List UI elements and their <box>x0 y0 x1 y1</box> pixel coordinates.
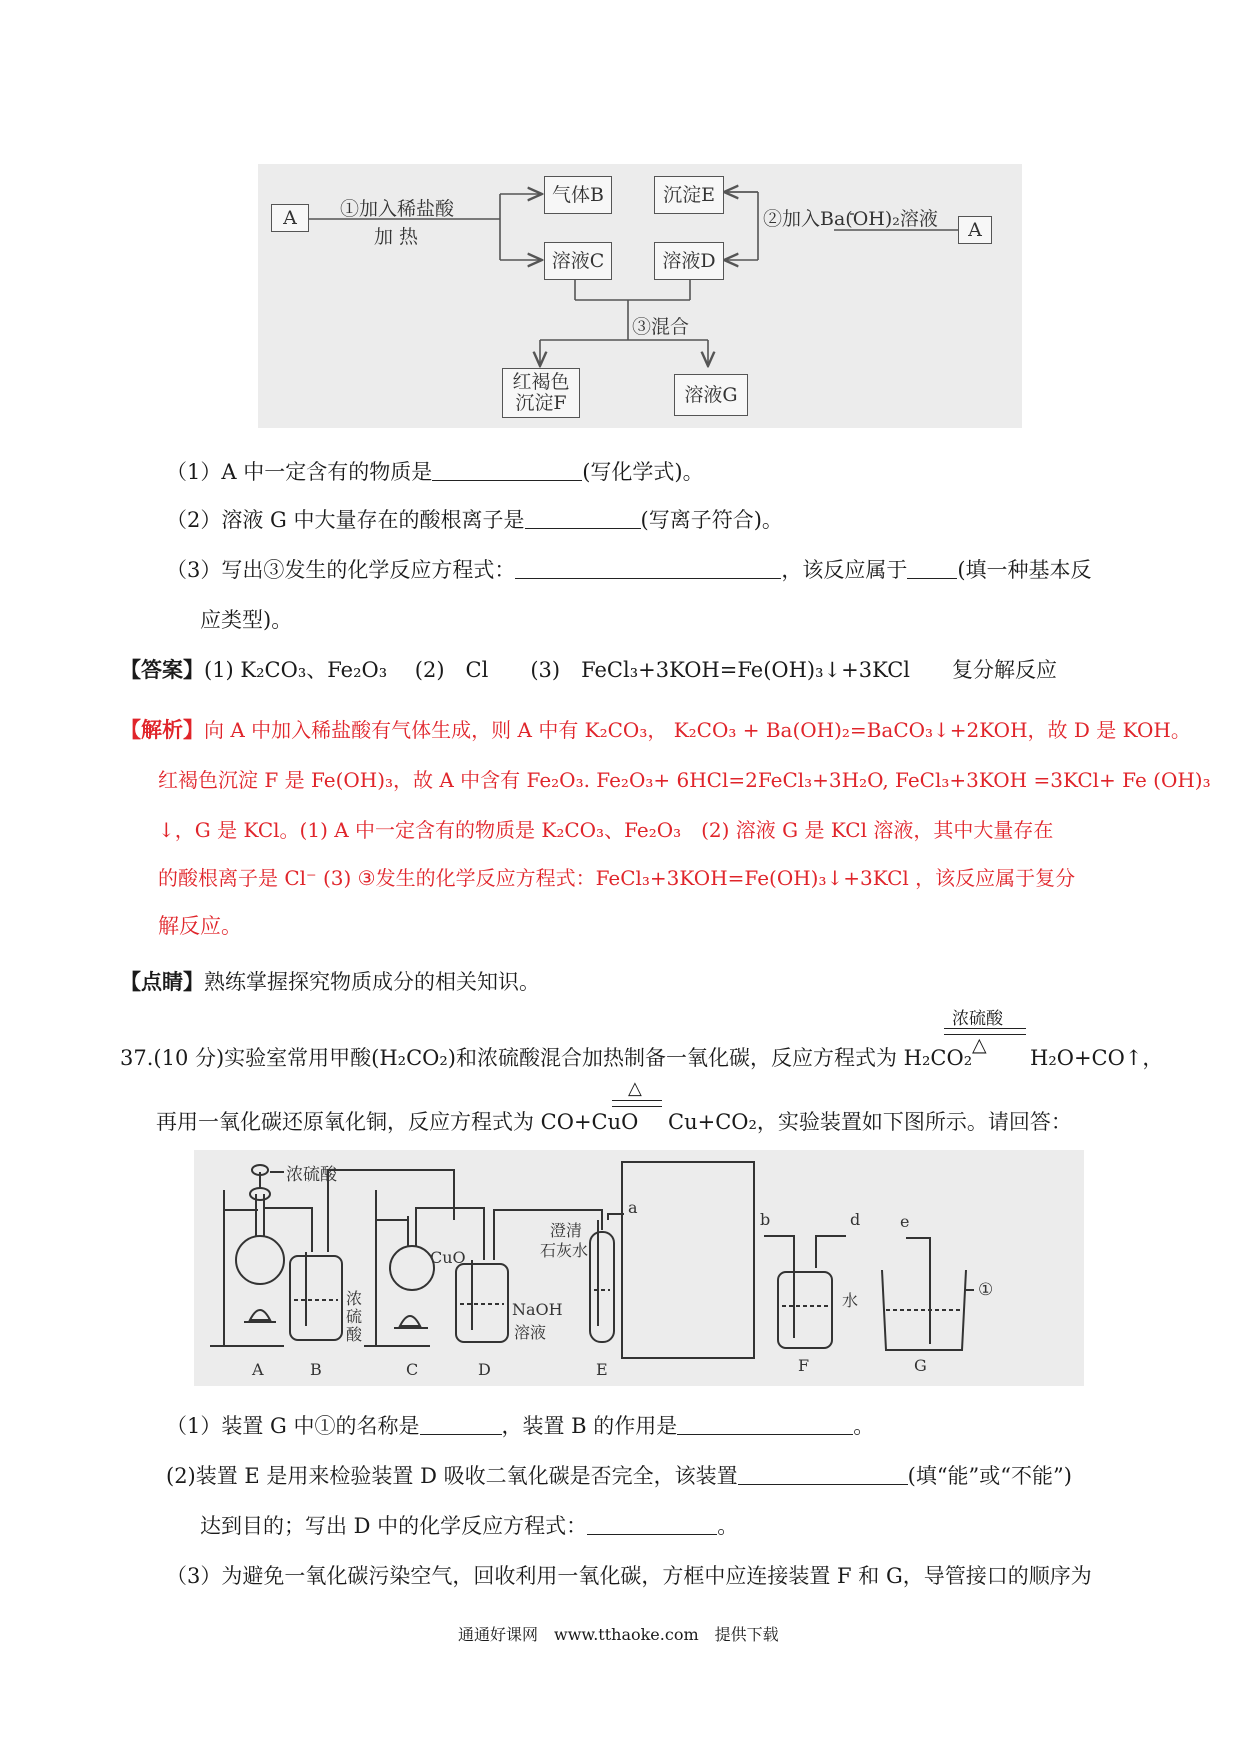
analysis-line4: 的酸根离子是 Cl⁻ (3) ③发生的化学反应方程式：FeCl₃+3KOH=Fe(OH)₃↓+3KCl ，该反应属于复分 <box>158 866 1076 890</box>
q36-part1-hint: (写化学式)。 <box>582 460 704 484</box>
port-e-label: e <box>900 1212 910 1231</box>
step2-label: ②加入Ba(OH)₂溶液 <box>763 208 938 230</box>
apparatus-letter-c: C <box>406 1360 419 1379</box>
q36-part2-text: （2）溶液 G 中大量存在的酸根离子是 <box>166 508 525 532</box>
answer-line <box>120 654 1057 684</box>
label-naoh-solution: 溶液 <box>514 1323 547 1342</box>
q36-part3-continued: 应类型)。 <box>200 608 293 632</box>
port-b-label: b <box>760 1210 771 1229</box>
q37-part2-blank1 <box>738 1464 908 1485</box>
q37-part2-continued <box>200 1510 738 1540</box>
apparatus-letter-d: D <box>478 1360 491 1379</box>
answer-text: (1) K₂CO₃、Fe₂O₃ (2) Cl (3) FeCl₃+3KOH=Fe(OH)₃↓+3KCl 复分解反应 <box>204 658 1057 682</box>
port-a-label: a <box>628 1198 638 1217</box>
q37-line2-rest: Cu+CO₂，实验装置如下图所示。请回答： <box>668 1110 1072 1134</box>
q37-part2-hint: (填“能”或“不能”) <box>907 1464 1072 1488</box>
q37-part1-text: （1）装置 G 中①的名称是 <box>166 1414 420 1438</box>
flowchart-figure <box>258 164 1022 428</box>
analysis-line2: 红褐色沉淀 F 是 Fe(OH)₃，故 A 中含有 Fe₂O₃. Fe₂O₃+ 6HCl=2FeCl₃+3H₂O, FeCl₃+3KOH =3KCl+ Fe (OH)₃ <box>158 768 1211 792</box>
gas-b-box: 气体B <box>544 176 612 214</box>
solution-c-box: 溶液C <box>544 242 612 280</box>
q37-line1-text: 37.(10 分)实验室常用甲酸(H₂CO₂)和浓硫酸混合加热制备一氧化碳，反应方程式为 H₂CO₂ <box>120 1046 973 1070</box>
precipitate-f-box <box>502 368 580 418</box>
analysis-line3: ↓，G 是 KCl。(1) A 中一定含有的物质是 K₂CO₃、Fe₂O₃ (2) 溶液 G 是 KCl 溶液，其中大量存在 <box>158 818 1054 842</box>
apparatus-letter-b: B <box>310 1360 322 1379</box>
q37-part1-end: 。 <box>853 1414 875 1438</box>
q37-line1 <box>120 1042 972 1072</box>
precipitate-f-line2: 沉淀F <box>515 392 567 414</box>
q36-part3-blank1 <box>515 558 781 579</box>
label-b-acid-2: 硫 <box>346 1307 363 1326</box>
q37-condition-bottom: △ <box>972 1034 987 1056</box>
label-b-acid-1: 浓 <box>346 1289 363 1308</box>
label-conc-sulfuric-acid-a: 浓硫酸 <box>286 1165 337 1185</box>
port-d-label: d <box>850 1210 861 1229</box>
box-a-left: A <box>271 204 309 232</box>
q36-part1-blank <box>432 460 582 481</box>
q37-part3: （3）为避免一氧化碳污染空气，回收利用一氧化碳，方框中应连接装置 F 和 G，导管接口的顺序为 <box>166 1564 1092 1588</box>
analysis-line5: 解反应。 <box>158 914 242 938</box>
box-a-right: A <box>958 216 992 244</box>
analysis-label: 【解析】 <box>120 717 204 742</box>
apparatus-letter-f: F <box>798 1356 810 1375</box>
q36-part1-text: （1）A 中一定含有的物质是 <box>166 460 433 484</box>
q37-part2-cont-end: 。 <box>717 1514 739 1538</box>
apparatus-letter-a: A <box>252 1360 264 1379</box>
q36-part3-blank2 <box>907 558 957 579</box>
q37-line1-products: H₂O+CO↑， <box>1030 1046 1164 1070</box>
analysis-text-line1: 向 A 中加入稀盐酸有气体生成，则 A 中有 K₂CO₃， K₂CO₃ + Ba(OH)₂=BaCO₃↓+2KOH，故 D 是 KOH。 <box>204 718 1191 742</box>
step1-label-line2: 加 热 <box>374 226 419 248</box>
q36-part3-mid: ，该反应属于 <box>781 558 908 582</box>
q37-condition2-bar-top <box>612 1100 662 1101</box>
tip-line <box>120 966 540 996</box>
q37-line2: 再用一氧化碳还原氧化铜，反应方程式为 CO+CuO <box>156 1110 639 1134</box>
label-naoh: NaOH <box>512 1300 563 1319</box>
q37-part2-text: (2)装置 E 是用来检验装置 D 吸收二氧化碳是否完全，该装置 <box>166 1464 738 1488</box>
label-water: 水 <box>842 1291 859 1310</box>
solution-d-box: 溶液D <box>654 242 724 280</box>
q36-part3-text: （3）写出③发生的化学反应方程式： <box>166 558 516 582</box>
q36-part2 <box>166 504 783 534</box>
label-cuo: CuO <box>430 1248 466 1267</box>
q37-part1-mid: ，装置 B 的作用是 <box>501 1414 678 1438</box>
label-limewater-1: 澄清 <box>550 1221 583 1240</box>
label-b-acid-3: 酸 <box>346 1325 363 1344</box>
q37-part1 <box>166 1410 874 1440</box>
q37-condition2: △ <box>628 1078 642 1099</box>
apparatus-letter-g: G <box>914 1356 927 1375</box>
solution-g-box: 溶液G <box>674 374 748 416</box>
q37-part2-blank2 <box>587 1514 717 1535</box>
step3-label: ③混合 <box>632 316 690 338</box>
q37-condition-top: 浓硫酸 <box>952 1009 1003 1029</box>
analysis-line1 <box>120 714 1191 744</box>
apparatus-drawing <box>194 1150 1084 1386</box>
label-circle-1: ① <box>978 1280 994 1300</box>
q37-part2-cont-text: 达到目的；写出 D 中的化学反应方程式： <box>200 1514 588 1538</box>
apparatus-letter-e: E <box>596 1360 608 1379</box>
tip-label: 【点睛】 <box>120 969 204 994</box>
precipitate-e-box: 沉淀E <box>654 176 724 214</box>
q36-part3 <box>166 554 1092 584</box>
label-limewater-2: 石灰水 <box>540 1241 589 1260</box>
q37-part1-blank1 <box>420 1414 502 1435</box>
apparatus-figure <box>194 1150 1084 1386</box>
tip-text: 熟练掌握探究物质成分的相关知识。 <box>204 970 540 994</box>
precipitate-f-line1: 红褐色 <box>512 371 570 394</box>
q36-part1 <box>166 456 704 486</box>
q37-condition-bar-top <box>944 1028 1026 1029</box>
q36-part2-blank <box>525 508 641 529</box>
step1-label-line1: ①加入稀盐酸 <box>340 198 455 220</box>
answer-label: 【答案】 <box>120 657 204 682</box>
q36-part2-hint: (写离子符合)。 <box>640 508 783 532</box>
page-footer: 通通好课网 www.tthaoke.com 提供下载 <box>458 1625 779 1644</box>
q37-part2 <box>166 1460 1072 1490</box>
q37-part1-blank2 <box>677 1414 853 1435</box>
q36-part3-hint: (填一种基本反 <box>957 558 1092 582</box>
